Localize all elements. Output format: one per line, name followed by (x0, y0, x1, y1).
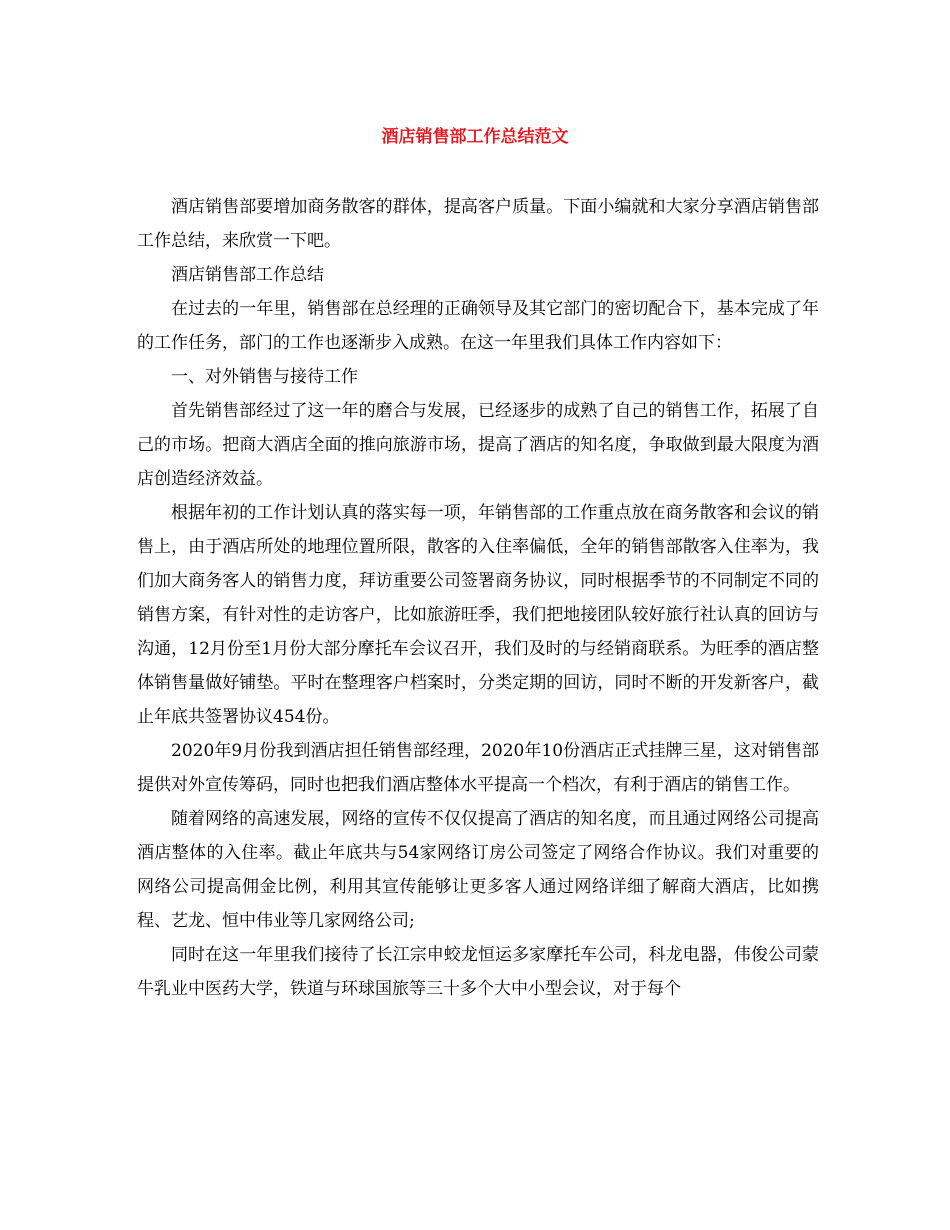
paragraph-online: 随着网络的高速发展，网络的宣传不仅仅提高了酒店的知名度，而且通过网络公司提高酒店整体的入住率。截止年底共与54家网络订房公司签定了网络合作协议。我们对重要的网络公司提高佣金比例，利用其宣传能够让更多客人通过网络详细了解商大酒店，比如携程、艺龙、恒中伟业等几家网络公司; (137, 809, 819, 931)
section-heading-sales: 一、对外销售与接待工作 (171, 367, 358, 387)
paragraph-three-star: 2020年9月份我到酒店担任销售部经理，2020年10份酒店正式挂牌三星，这对销售部提供对外宣传筹码，同时也把我们酒店整体水平提高一个档次，有利于酒店的销售工作。 (137, 741, 819, 795)
paragraph-overview: 在过去的一年里，销售部在总经理的正确领导及其它部门的密切配合下，基本完成了年的工作任务，部门的工作也逐渐步入成熟。在这一年里我们具体工作内容如下： (137, 299, 819, 353)
paragraph-conferences: 同时在这一年里我们接待了长江宗申蛟龙恒运多家摩托车公司，科龙电器，伟俊公司蒙牛乳业中医药大学，铁道与环球国旅等三十多个大中小型会议，对于每个 (137, 945, 819, 999)
paragraph-market: 首先销售部经过了这一年的磨合与发展，已经逐步的成熟了自己的销售工作，拓展了自己的市场。把商大酒店全面的推向旅游市场，提高了酒店的知名度，争取做到最大限度为酒店创造经济效益。 (137, 401, 819, 489)
document-body (137, 190, 819, 1006)
paragraph-plan: 根据年初的工作计划认真的落实每一项，年销售部的工作重点放在商务散客和会议的销售上，由于酒店所处的地理位置所限，散客的入住率偏低，全年的销售部散客入住率为，我们加大商务客人的销售力度，拜访重要公司签署商务协议，同时根据季节的不同制定不同的销售方案，有针对性的走访客户，比如旅游旺季，我们把地接团队较好旅行社认真的回访与沟通，12月份至1月份大部分摩托车会议召开，我们及时的与经销商联系。为旺季的酒店整体销售量做好铺垫。平时在整理客户档案时，分类定期的回访，同时不断的开发新客户，截止年底共签署协议454份。 (137, 503, 819, 727)
paragraph-subtitle: 酒店销售部工作总结 (171, 265, 324, 285)
paragraph-intro: 酒店销售部要增加商务散客的群体，提高客户质量。下面小编就和大家分享酒店销售部工作总结，来欣赏一下吧。 (137, 197, 819, 251)
document-title: 酒店销售部工作总结范文 (381, 127, 569, 147)
